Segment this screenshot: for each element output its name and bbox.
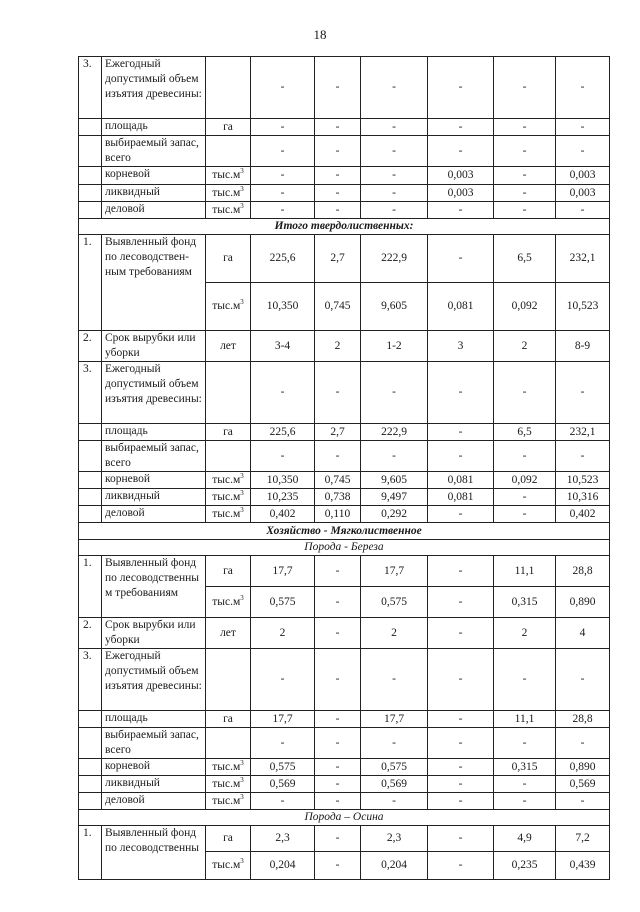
value-cell: 9,497 <box>361 489 428 506</box>
value-cell: - <box>428 826 494 852</box>
unit-cell <box>206 283 251 331</box>
unit-label: тыс.м <box>212 777 241 790</box>
unit-superscript: 3 <box>240 167 244 176</box>
row-number <box>79 136 102 167</box>
row-number <box>79 711 102 728</box>
value-cell: - <box>428 587 494 618</box>
value-cell: - <box>251 649 315 711</box>
value-cell: - <box>556 441 610 472</box>
unit-cell <box>206 362 251 424</box>
value-cell: - <box>428 556 494 587</box>
value-cell: - <box>494 506 556 523</box>
value-cell: 17,7 <box>251 711 315 728</box>
row-label: выбираемый запас, всего <box>102 728 206 759</box>
value-cell: 9,605 <box>361 283 428 331</box>
value-cell: 0,890 <box>556 587 610 618</box>
unit-cell <box>206 776 251 793</box>
value-cell: - <box>428 362 494 424</box>
value-cell: - <box>494 793 556 810</box>
value-cell: 10,350 <box>251 472 315 489</box>
row-label: выбираемый запас, всего <box>102 441 206 472</box>
subsection-row <box>79 810 610 826</box>
value-cell: - <box>494 167 556 185</box>
unit-superscript: 3 <box>240 792 244 801</box>
value-cell: - <box>494 649 556 711</box>
value-cell: 232,1 <box>556 424 610 441</box>
value-cell: 3-4 <box>251 331 315 362</box>
value-cell: - <box>556 136 610 167</box>
value-cell: 222,9 <box>361 424 428 441</box>
table-row <box>79 728 610 759</box>
value-cell: 0,439 <box>556 852 610 880</box>
unit-label: тыс.м <box>212 760 241 773</box>
value-cell: - <box>315 556 361 587</box>
value-cell: 0,092 <box>494 472 556 489</box>
table-row <box>79 649 610 711</box>
value-cell: - <box>315 759 361 776</box>
row-label: Срок вырубки или уборки <box>102 618 206 649</box>
value-cell: 4,9 <box>494 826 556 852</box>
value-cell: 6,5 <box>494 235 556 283</box>
value-cell: - <box>251 167 315 185</box>
unit-cell <box>206 852 251 880</box>
unit-label: га <box>223 564 233 577</box>
value-cell: - <box>361 185 428 202</box>
value-cell: 9,605 <box>361 472 428 489</box>
row-label: корневой <box>102 472 206 489</box>
table-row <box>79 556 610 587</box>
value-cell: - <box>428 793 494 810</box>
row-number: 3. <box>79 57 102 119</box>
value-cell: 10,523 <box>556 472 610 489</box>
table-row <box>79 472 610 489</box>
value-cell: 10,350 <box>251 283 315 331</box>
value-cell: 0,738 <box>315 489 361 506</box>
unit-superscript: 3 <box>240 758 244 767</box>
value-cell: 0,081 <box>428 489 494 506</box>
unit-label: лет <box>220 339 236 352</box>
unit-superscript: 3 <box>240 184 244 193</box>
row-number <box>79 793 102 810</box>
value-cell: - <box>251 119 315 136</box>
value-cell: 2,7 <box>315 424 361 441</box>
table-row <box>79 776 610 793</box>
unit-cell <box>206 472 251 489</box>
value-cell: 0,081 <box>428 472 494 489</box>
value-cell: - <box>315 57 361 119</box>
value-cell: 10,523 <box>556 283 610 331</box>
unit-cell <box>206 649 251 711</box>
value-cell: 17,7 <box>361 556 428 587</box>
forest-harvest-table <box>78 56 610 880</box>
value-cell: 0,890 <box>556 759 610 776</box>
value-cell: 0,292 <box>361 506 428 523</box>
value-cell: 0,204 <box>251 852 315 880</box>
unit-label: тыс.м <box>212 203 241 216</box>
unit-cell <box>206 618 251 649</box>
row-label: Выявленный фонд по лесоводственны <box>102 826 206 880</box>
value-cell: - <box>251 202 315 219</box>
row-number <box>79 167 102 185</box>
value-cell: 6,5 <box>494 424 556 441</box>
value-cell: 28,8 <box>556 711 610 728</box>
value-cell: - <box>361 362 428 424</box>
unit-label: тыс.м <box>212 794 241 807</box>
value-cell: 2,3 <box>251 826 315 852</box>
section-title: Хозяйство - Мягколиственное <box>79 523 610 540</box>
unit-cell <box>206 711 251 728</box>
value-cell: - <box>428 202 494 219</box>
table-row <box>79 506 610 523</box>
row-number <box>79 489 102 506</box>
value-cell: - <box>556 793 610 810</box>
table-row <box>79 424 610 441</box>
value-cell: - <box>428 711 494 728</box>
unit-cell <box>206 202 251 219</box>
value-cell: - <box>494 489 556 506</box>
value-cell: - <box>494 185 556 202</box>
unit-label: тыс.м <box>212 595 241 608</box>
value-cell: - <box>494 136 556 167</box>
unit-label: га <box>223 252 233 264</box>
row-label: Ежегодный допустимый объем изъятия древесины: <box>102 57 206 119</box>
table-row <box>79 185 610 202</box>
row-number <box>79 472 102 489</box>
unit-superscript: 3 <box>240 471 244 480</box>
value-cell: 0,092 <box>494 283 556 331</box>
row-number <box>79 759 102 776</box>
value-cell: 0,402 <box>556 506 610 523</box>
value-cell: 0,003 <box>428 167 494 185</box>
value-cell: - <box>361 119 428 136</box>
row-number <box>79 728 102 759</box>
table-row <box>79 119 610 136</box>
unit-cell <box>206 331 251 362</box>
value-cell: 0,745 <box>315 472 361 489</box>
value-cell: - <box>315 202 361 219</box>
table-row <box>79 136 610 167</box>
value-cell: 17,7 <box>361 711 428 728</box>
table-row <box>79 235 610 283</box>
row-number <box>79 424 102 441</box>
value-cell: - <box>315 711 361 728</box>
value-cell: - <box>428 506 494 523</box>
value-cell: - <box>361 202 428 219</box>
value-cell: 2,3 <box>361 826 428 852</box>
value-cell: - <box>251 441 315 472</box>
unit-cell <box>206 489 251 506</box>
value-cell: - <box>315 826 361 852</box>
value-cell: 0,003 <box>428 185 494 202</box>
unit-superscript: 3 <box>240 593 244 602</box>
row-label: площадь <box>102 424 206 441</box>
value-cell: 0,003 <box>556 167 610 185</box>
value-cell: 10,235 <box>251 489 315 506</box>
row-label: ликвидный <box>102 489 206 506</box>
value-cell: - <box>315 185 361 202</box>
section-title: Итого твердолиственных: <box>79 219 610 235</box>
row-number: 2. <box>79 618 102 649</box>
unit-label: тыс.м <box>212 300 241 312</box>
value-cell: - <box>251 362 315 424</box>
row-number: 2. <box>79 331 102 362</box>
value-cell: - <box>315 793 361 810</box>
table-row <box>79 826 610 852</box>
value-cell: - <box>428 776 494 793</box>
value-cell: - <box>556 57 610 119</box>
value-cell: - <box>361 57 428 119</box>
row-label: Срок вырубки или уборки <box>102 331 206 362</box>
row-number <box>79 441 102 472</box>
value-cell: 0,745 <box>315 283 361 331</box>
unit-superscript: 3 <box>240 201 244 210</box>
unit-label: га <box>223 832 233 844</box>
row-label: Ежегодный допустимый объем изъятия древесины: <box>102 649 206 711</box>
value-cell: 0,569 <box>251 776 315 793</box>
value-cell: 0,315 <box>494 587 556 618</box>
row-number <box>79 776 102 793</box>
row-label: ликвидный <box>102 185 206 202</box>
row-number: 1. <box>79 826 102 880</box>
unit-cell <box>206 793 251 810</box>
unit-superscript: 3 <box>240 298 244 307</box>
table-row <box>79 711 610 728</box>
value-cell: - <box>556 362 610 424</box>
unit-label: га <box>223 120 233 133</box>
unit-cell <box>206 506 251 523</box>
unit-superscript: 3 <box>240 775 244 784</box>
value-cell: - <box>251 136 315 167</box>
row-label: деловой <box>102 506 206 523</box>
table-row <box>79 167 610 185</box>
row-number <box>79 185 102 202</box>
value-cell: 11,1 <box>494 556 556 587</box>
value-cell: - <box>494 57 556 119</box>
row-number <box>79 119 102 136</box>
value-cell: 2 <box>494 331 556 362</box>
unit-cell <box>206 136 251 167</box>
page-number: 18 <box>313 27 327 42</box>
value-cell: 0,235 <box>494 852 556 880</box>
unit-cell <box>206 759 251 776</box>
value-cell: - <box>428 57 494 119</box>
unit-cell <box>206 57 251 119</box>
value-cell: - <box>428 649 494 711</box>
unit-cell <box>206 441 251 472</box>
unit-cell <box>206 728 251 759</box>
value-cell: - <box>315 618 361 649</box>
table-row <box>79 202 610 219</box>
value-cell: 0,204 <box>361 852 428 880</box>
row-number: 3. <box>79 362 102 424</box>
row-number <box>79 202 102 219</box>
subsection-title: Порода - Береза <box>79 540 610 556</box>
value-cell: 4 <box>556 618 610 649</box>
row-label: ликвидный <box>102 776 206 793</box>
value-cell: 11,1 <box>494 711 556 728</box>
value-cell: 2 <box>494 618 556 649</box>
unit-label: тыс.м <box>212 490 241 503</box>
value-cell: - <box>428 728 494 759</box>
value-cell: - <box>494 362 556 424</box>
value-cell: - <box>315 119 361 136</box>
unit-superscript: 3 <box>240 488 244 497</box>
value-cell: 2 <box>361 618 428 649</box>
row-number: 1. <box>79 556 102 618</box>
unit-label: тыс.м <box>212 186 241 199</box>
unit-cell <box>206 587 251 618</box>
value-cell: 0,575 <box>361 587 428 618</box>
row-label: выбираемый запас, всего <box>102 136 206 167</box>
value-cell: - <box>361 728 428 759</box>
unit-cell <box>206 235 251 283</box>
value-cell: 0,003 <box>556 185 610 202</box>
row-label: деловой <box>102 793 206 810</box>
value-cell: - <box>361 793 428 810</box>
table-row <box>79 793 610 810</box>
unit-cell <box>206 424 251 441</box>
value-cell: - <box>428 759 494 776</box>
value-cell: 3 <box>428 331 494 362</box>
value-cell: - <box>494 776 556 793</box>
value-cell: 28,8 <box>556 556 610 587</box>
unit-label: тыс.м <box>212 507 241 520</box>
value-cell: - <box>494 441 556 472</box>
row-label: деловой <box>102 202 206 219</box>
unit-label: тыс.м <box>212 169 241 181</box>
value-cell: - <box>315 167 361 185</box>
value-cell: - <box>428 852 494 880</box>
value-cell: - <box>428 235 494 283</box>
value-cell: - <box>556 119 610 136</box>
value-cell: - <box>315 587 361 618</box>
unit-label: га <box>223 425 233 438</box>
value-cell: - <box>315 136 361 167</box>
value-cell: - <box>251 728 315 759</box>
value-cell: 232,1 <box>556 235 610 283</box>
unit-cell <box>206 826 251 852</box>
value-cell: - <box>315 441 361 472</box>
row-label: Ежегодный допустимый объем изъятия древесины: <box>102 362 206 424</box>
value-cell: - <box>315 728 361 759</box>
value-cell: 2 <box>315 331 361 362</box>
value-cell: - <box>361 167 428 185</box>
value-cell: 2 <box>251 618 315 649</box>
value-cell: 0,081 <box>428 283 494 331</box>
value-cell: - <box>428 441 494 472</box>
value-cell: - <box>251 185 315 202</box>
value-cell: 225,6 <box>251 235 315 283</box>
row-label: корневой <box>102 167 206 185</box>
value-cell: 0,575 <box>251 587 315 618</box>
value-cell: 8-9 <box>556 331 610 362</box>
unit-cell <box>206 185 251 202</box>
value-cell: - <box>428 424 494 441</box>
value-cell: - <box>361 136 428 167</box>
row-number: 3. <box>79 649 102 711</box>
value-cell: 0,575 <box>361 759 428 776</box>
unit-cell <box>206 167 251 185</box>
unit-cell <box>206 119 251 136</box>
row-label: Выявленный фонд по лесоводственны м требованиям <box>102 556 206 618</box>
value-cell: 225,6 <box>251 424 315 441</box>
value-cell: - <box>315 776 361 793</box>
value-cell: 17,7 <box>251 556 315 587</box>
value-cell: 10,316 <box>556 489 610 506</box>
unit-label: га <box>223 712 233 725</box>
value-cell: - <box>361 649 428 711</box>
value-cell: - <box>428 136 494 167</box>
value-cell: 0,315 <box>494 759 556 776</box>
value-cell: - <box>428 119 494 136</box>
table-row <box>79 759 610 776</box>
value-cell: 222,9 <box>361 235 428 283</box>
value-cell: - <box>494 728 556 759</box>
value-cell: - <box>361 441 428 472</box>
section-row <box>79 523 610 540</box>
table-row <box>79 57 610 119</box>
table-row <box>79 441 610 472</box>
value-cell: 0,575 <box>251 759 315 776</box>
value-cell: - <box>494 202 556 219</box>
value-cell: 0,569 <box>556 776 610 793</box>
row-label: Выявленный фонд по лесоводствен-ным требованиям <box>102 235 206 331</box>
value-cell: 0,110 <box>315 506 361 523</box>
subsection-title: Порода – Осина <box>79 810 610 826</box>
value-cell: 0,402 <box>251 506 315 523</box>
unit-cell <box>206 556 251 587</box>
unit-superscript: 3 <box>240 857 244 866</box>
row-number: 1. <box>79 235 102 331</box>
value-cell: 2,7 <box>315 235 361 283</box>
value-cell: - <box>315 852 361 880</box>
value-cell: 7,2 <box>556 826 610 852</box>
unit-label: тыс.м <box>212 859 241 871</box>
value-cell: - <box>315 649 361 711</box>
row-label: корневой <box>102 759 206 776</box>
section-row <box>79 219 610 235</box>
value-cell: - <box>315 362 361 424</box>
table-row <box>79 331 610 362</box>
value-cell: - <box>556 728 610 759</box>
value-cell: - <box>251 57 315 119</box>
value-cell: - <box>494 119 556 136</box>
value-cell: - <box>556 202 610 219</box>
row-label: площадь <box>102 711 206 728</box>
table-row <box>79 618 610 649</box>
value-cell: 1-2 <box>361 331 428 362</box>
value-cell: - <box>251 793 315 810</box>
value-cell: - <box>556 649 610 711</box>
table-row <box>79 489 610 506</box>
value-cell: 0,569 <box>361 776 428 793</box>
unit-label: тыс.м <box>212 473 241 486</box>
subsection-row <box>79 540 610 556</box>
row-number <box>79 506 102 523</box>
table-row <box>79 362 610 424</box>
unit-superscript: 3 <box>240 505 244 514</box>
value-cell: - <box>428 618 494 649</box>
row-label: площадь <box>102 119 206 136</box>
unit-label: лет <box>220 626 236 639</box>
